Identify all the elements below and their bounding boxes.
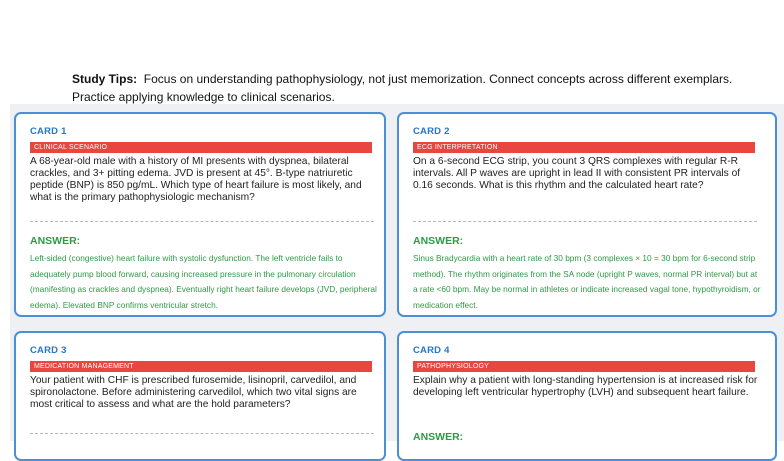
card-divider: [30, 433, 374, 434]
answer-label: ANSWER:: [30, 235, 81, 247]
card-question: Explain why a patient with long-standing hypertension is at increased risk for developing left ventricular hypertrophy (LVH) and subsequent heart failure.: [413, 375, 758, 398]
answer-text: Left-sided (congestive) heart failure with systolic dysfunction. The left ventricle fails to adequately pump blood forward, causing increased pressure in the pulmonary circulation (manifesting as crackles and dyspnea). Eventually right heart failure develops (JVD, peripheral edema). Elevated BNP confirms ventricular stretch.: [30, 253, 377, 310]
card-question: On a 6-second ECG strip, you count 3 QRS complexes with regular R-R intervals. All P waves are upright in lead II with consistent PR intervals of 0.16 seconds. What is this rhythm and the calculated heart rate?: [413, 156, 741, 191]
card-number: CARD 4: [413, 345, 450, 356]
card-number: CARD 1: [30, 126, 67, 137]
card-divider: [30, 221, 374, 222]
card-question: A 68-year-old male with a history of MI presents with dyspnea, bilateral crackles, and 3+ pitting edema. JVD is present at 45°. B-type natriuretic peptide (BNP) is 850 pg/mL. Which type of heart failure is most likely, and what is the primary pathophysiologic mechanism?: [30, 156, 362, 203]
card-divider: [413, 221, 757, 222]
card-number: CARD 2: [413, 126, 450, 137]
category-tag: MEDICATION MANAGEMENT: [30, 361, 372, 372]
card-question: Your patient with CHF is prescribed furosemide, lisinopril, carvedilol, and spironolactone. Before administering carvedilol, which two vital signs are most critical to assess and what are the hold parameters?: [30, 375, 357, 410]
study-tips: [72, 71, 752, 106]
flashcard-4[interactable]: [397, 331, 777, 461]
flashcard-2[interactable]: [397, 112, 777, 317]
study-tips-text: Focus on understanding pathophysiology, not just memorization. Connect concepts across different exemplars. Practice applying knowledge to clinical scenarios.: [72, 72, 733, 104]
category-tag: PATHOPHYSIOLOGY: [413, 361, 755, 372]
flashcard-3[interactable]: [14, 331, 386, 461]
answer-label: ANSWER:: [413, 431, 464, 443]
answer-label: ANSWER:: [413, 235, 464, 247]
category-tag: CLINICAL SCENARIO: [30, 142, 372, 153]
card-number: CARD 3: [30, 345, 67, 356]
flashcard-1[interactable]: [14, 112, 386, 317]
answer-text: Sinus Bradycardia with a heart rate of 30 bpm (3 complexes × 10 = 30 bpm for 6-second strip method). The rhythm originates from the SA node (upright P waves, normal PR interval) but at a rate <60 bpm. May be normal in athletes or indicate increased vagal tone, hypothyroidism, or medication effect.: [413, 253, 761, 310]
study-tips-label: Study Tips:: [72, 72, 138, 86]
category-tag: ECG INTERPRETATION: [413, 142, 755, 153]
